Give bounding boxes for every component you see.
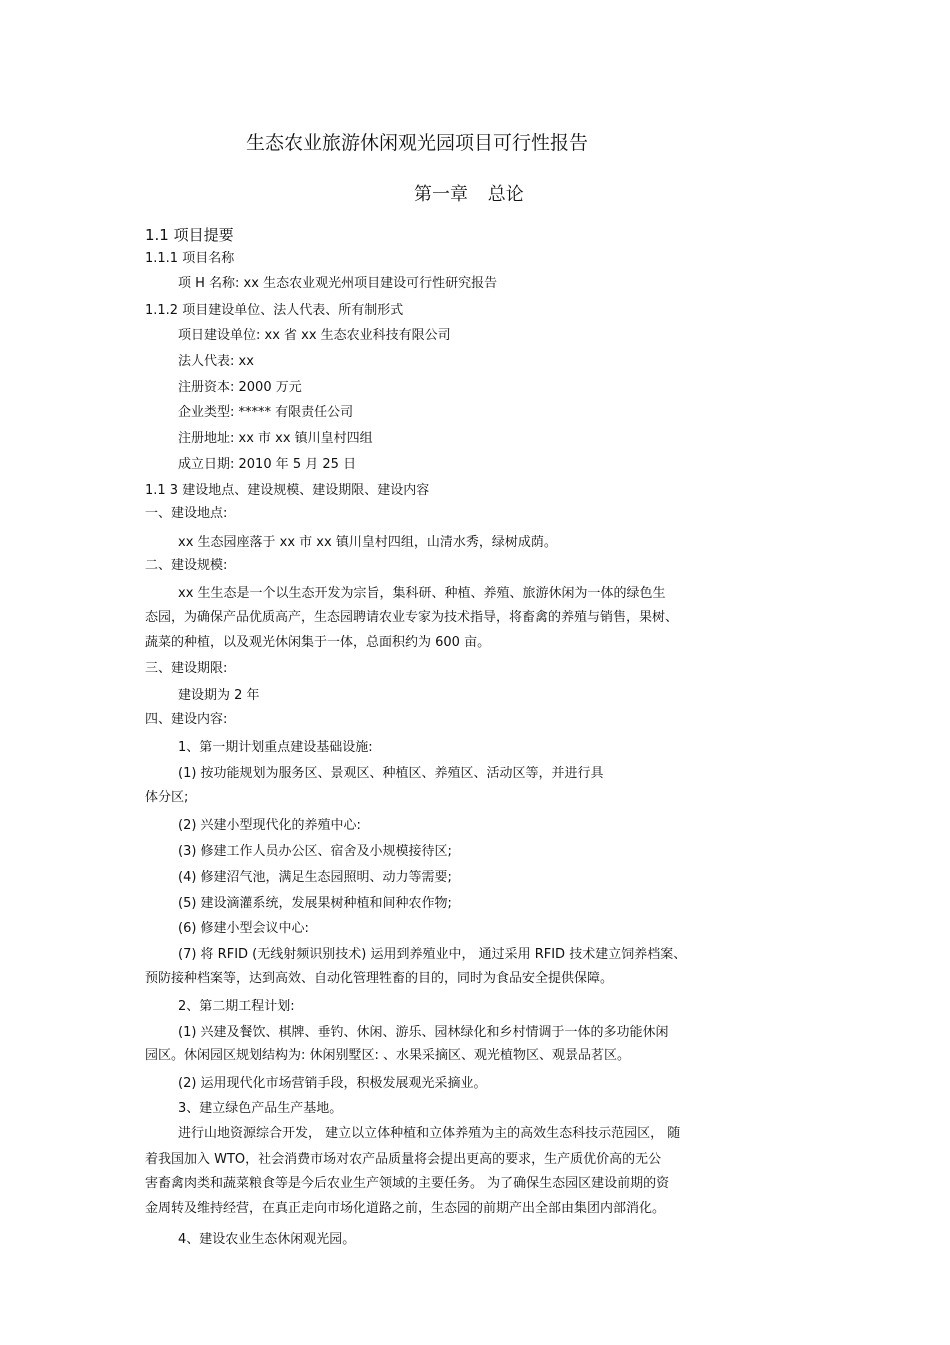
list-item: (7) 将 RFID (无线射频识别技术) 运用到养殖业中， 通过采用 RFID 技术建立饲养档案、 — [178, 947, 687, 962]
list-item: (1) 按功能规划为服务区、景观区、种植区、养殖区、活动区等，并进行具 — [178, 766, 604, 781]
subsection-heading: 1.1 3 建设地点、建设规模、建设期限、建设内容 — [145, 483, 430, 498]
company-type: 企业类型: ***** 有限责任公司 — [178, 405, 354, 420]
paragraph-line: 金周转及维持经营，在真正走向市场化道路之前，生态园的前期产出全部由集团内部消化。 — [145, 1201, 666, 1216]
subsection-heading: 1.1.2 项目建设单位、法人代表、所有制形式 — [145, 303, 404, 318]
legal-representative: 法人代表: xx — [178, 354, 254, 369]
paragraph-heading: 一、建设地点: — [145, 506, 228, 521]
paragraph-line: 进行山地资源综合开发， 建立以立体种植和立体养殖为主的高效生态科技示范园区， 随 — [178, 1126, 681, 1141]
list-item: (5) 建设滴灌系统，发展果树种植和间种农作物; — [178, 896, 452, 911]
paragraph-heading: 二、建设规模: — [145, 558, 228, 573]
list-item: 预防接种档案等，达到高效、自动化管理牲畜的目的，同时为食品安全提供保障。 — [145, 971, 614, 986]
document-title: 生态农业旅游休闲观光园项目可行性报告 — [246, 132, 589, 154]
paragraph-line: xx 生生态是一个以生态开发为宗旨，集科研、种植、养殖、旅游休闲为一体的绿色生 — [178, 586, 666, 601]
list-item: (1) 兴建及餐饮、棋牌、垂钓、休闲、游乐、园林绿化和乡村情调于一体的多功能休闲 — [178, 1025, 669, 1040]
paragraph-line: 着我国加入 WTO，社会消费市场对农产品质量将会提出更高的要求，生产质优价高的无公 — [145, 1152, 662, 1167]
subsection-heading: 1.1.1 项目名称 — [145, 251, 235, 266]
list-item: (3) 修建工作人员办公区、宿舍及小规模接待区; — [178, 844, 452, 859]
list-heading: 2、第二期工程计划: — [178, 999, 295, 1014]
list-item: 园区。休闲园区规划结构为: 休闲别墅区: 、水果采摘区、观光植物区、观景品茗区。 — [145, 1048, 631, 1063]
paragraph-heading: 四、建设内容: — [145, 712, 228, 727]
project-name: 项 H 名称: xx 生态农业观光州项目建设可行性研究报告 — [178, 276, 498, 291]
paragraph-line: 害畜禽肉类和蔬菜粮食等是今后农业生产领域的主要任务。 为了确保生态园区建设前期的资 — [145, 1176, 670, 1191]
founding-date: 成立日期: 2010 年 5 月 25 日 — [178, 457, 357, 472]
list-item: (2) 兴建小型现代化的养殖中心: — [178, 818, 361, 833]
paragraph-line: 蔬菜的种植，以及观光休闲集于一体，总面积约为 600 亩。 — [145, 635, 491, 650]
chapter-heading: 第一章 总论 — [414, 184, 524, 205]
list-item: (4) 修建沼气池，满足生态园照明、动力等需要; — [178, 870, 452, 885]
paragraph-line: 建设期为 2 年 — [178, 688, 260, 703]
list-item: 体分区; — [145, 790, 189, 805]
registered-capital: 注册资本: 2000 万元 — [178, 380, 302, 395]
section-heading: 1.1 项目提要 — [145, 226, 234, 244]
paragraph-heading: 三、建设期限: — [145, 661, 228, 676]
list-item: (6) 修建小型会议中心: — [178, 921, 309, 936]
list-heading: 3、建立绿色产品生产基地。 — [178, 1101, 343, 1116]
paragraph-line: 态园，为确保产品优质高产，生态园聘请农业专家为技术指导，将畜禽的养殖与销售，果树、 — [145, 610, 679, 625]
registered-address: 注册地址: xx 市 xx 镇川皇村四组 — [178, 431, 373, 446]
list-item: (2) 运用现代化市场营销手段，积极发展观光采摘业。 — [178, 1076, 487, 1091]
list-heading: 1、第一期计划重点建设基础设施: — [178, 740, 373, 755]
list-heading: 4、建设农业生态休闲观光园。 — [178, 1232, 356, 1247]
construction-unit: 项日建设单位: xx 省 xx 生态农业科技有限公司 — [178, 328, 451, 343]
paragraph-line: xx 生态园座落于 xx 市 xx 镇川皇村四组，山清水秀，绿树成荫。 — [178, 535, 557, 550]
